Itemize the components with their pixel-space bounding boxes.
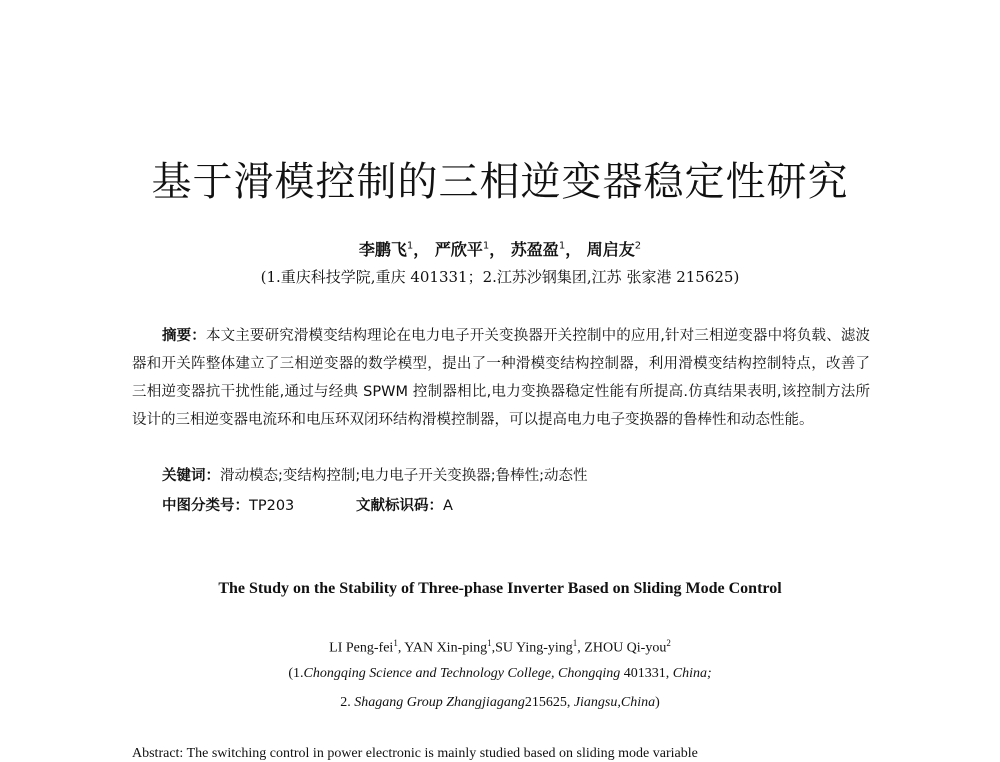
author-en: LI Peng-fei bbox=[329, 640, 394, 656]
author-separator: , bbox=[397, 640, 405, 656]
author-sup: 1 bbox=[572, 638, 578, 648]
clc-value: TP203 bbox=[249, 498, 295, 514]
author-sup: 1 bbox=[487, 638, 492, 648]
author-separator: ， bbox=[565, 240, 582, 259]
affiliation-suffix: ) bbox=[655, 695, 660, 710]
author-separator: , bbox=[491, 640, 496, 656]
affiliation-en-1 bbox=[0, 666, 1000, 682]
affiliation-prefix: (1. bbox=[288, 666, 304, 681]
author-cn: 李鹏飞 bbox=[358, 240, 407, 259]
author-en: ZHOU Qi-you bbox=[584, 640, 667, 656]
affiliation-institution: Shagang Group Zhangjiagang bbox=[354, 695, 525, 710]
keywords-label: 关键词： bbox=[162, 468, 220, 484]
author-cn: 苏盈盈 bbox=[510, 240, 559, 259]
author-sup: 1 bbox=[393, 638, 398, 648]
abstract-cn bbox=[132, 322, 870, 434]
keywords-text: 滑动模态;变结构控制;电力电子开关变换器;鲁棒性;动态性 bbox=[220, 468, 588, 484]
affiliation-cn: (1.重庆科技学院,重庆 401331；2.江苏沙钢集团,江苏 张家港 215625) bbox=[260, 268, 740, 286]
affiliation-prefix: 2. bbox=[340, 695, 355, 710]
doc-code-value: A bbox=[443, 498, 453, 514]
affiliation-country: China; bbox=[672, 666, 712, 681]
abstract-label: 摘要： bbox=[162, 328, 206, 344]
paper-title-en: The Study on the Stability of Three-phase Inverter Based on Sliding Mode Control bbox=[218, 580, 782, 597]
affiliation-institution: Chongqing Science and Technology College, Chongqing bbox=[303, 666, 621, 681]
clc-label: 中图分类号： bbox=[162, 498, 249, 514]
affiliation-postcode: 215625, bbox=[524, 695, 574, 710]
author-separator: ， bbox=[413, 240, 430, 259]
document-code bbox=[356, 494, 453, 515]
abstract-en-partial: Abstract: The switching control in power electronic is mainly studied based on sliding mode variable bbox=[132, 746, 698, 761]
affiliation-postcode: 401331, bbox=[620, 666, 673, 681]
author-sup: 2 bbox=[634, 240, 642, 252]
clc-number bbox=[162, 494, 294, 515]
author-cn: 周启友 bbox=[586, 240, 635, 259]
author-en: YAN Xin-ping bbox=[404, 640, 488, 656]
abstract-text: 本文主要研究滑模变结构理论在电力电子开关变换器开关控制中的应用,针对三相逆变器中将负载、滤波器和开关阵整体建立了三相逆变器的数学模型，提出了一种滑模变结构控制器，利用滑模变结构控制特点，改善了三相逆变器抗干扰性能,通过与经典 SPWM 控制器相比,电力变换器稳定性能有所提高.仿真结果表明,该控制方法所设计的三相逆变器电流环和电压环双闭环结构滑模控制器，可以提高电力电子变换器的鲁棒性和动态性能。 bbox=[132, 328, 871, 428]
authors-cn bbox=[0, 237, 1000, 260]
paper-title-cn: 基于滑模控制的三相逆变器稳定性研究 bbox=[151, 159, 849, 205]
keywords-cn bbox=[162, 464, 588, 485]
affiliation-country: Jiangsu,China bbox=[573, 695, 656, 710]
author-sup: 1 bbox=[406, 240, 414, 252]
affiliation-en-2 bbox=[0, 695, 1000, 711]
author-separator: ， bbox=[489, 240, 506, 259]
author-en: SU Ying-ying bbox=[495, 640, 573, 656]
author-cn: 严欣平 bbox=[434, 240, 483, 259]
author-separator: , bbox=[577, 640, 585, 656]
author-sup: 2 bbox=[666, 638, 671, 648]
authors-en bbox=[0, 638, 1000, 657]
author-sup: 1 bbox=[558, 240, 566, 252]
doc-code-label: 文献标识码： bbox=[356, 498, 443, 514]
author-sup: 1 bbox=[482, 240, 490, 252]
